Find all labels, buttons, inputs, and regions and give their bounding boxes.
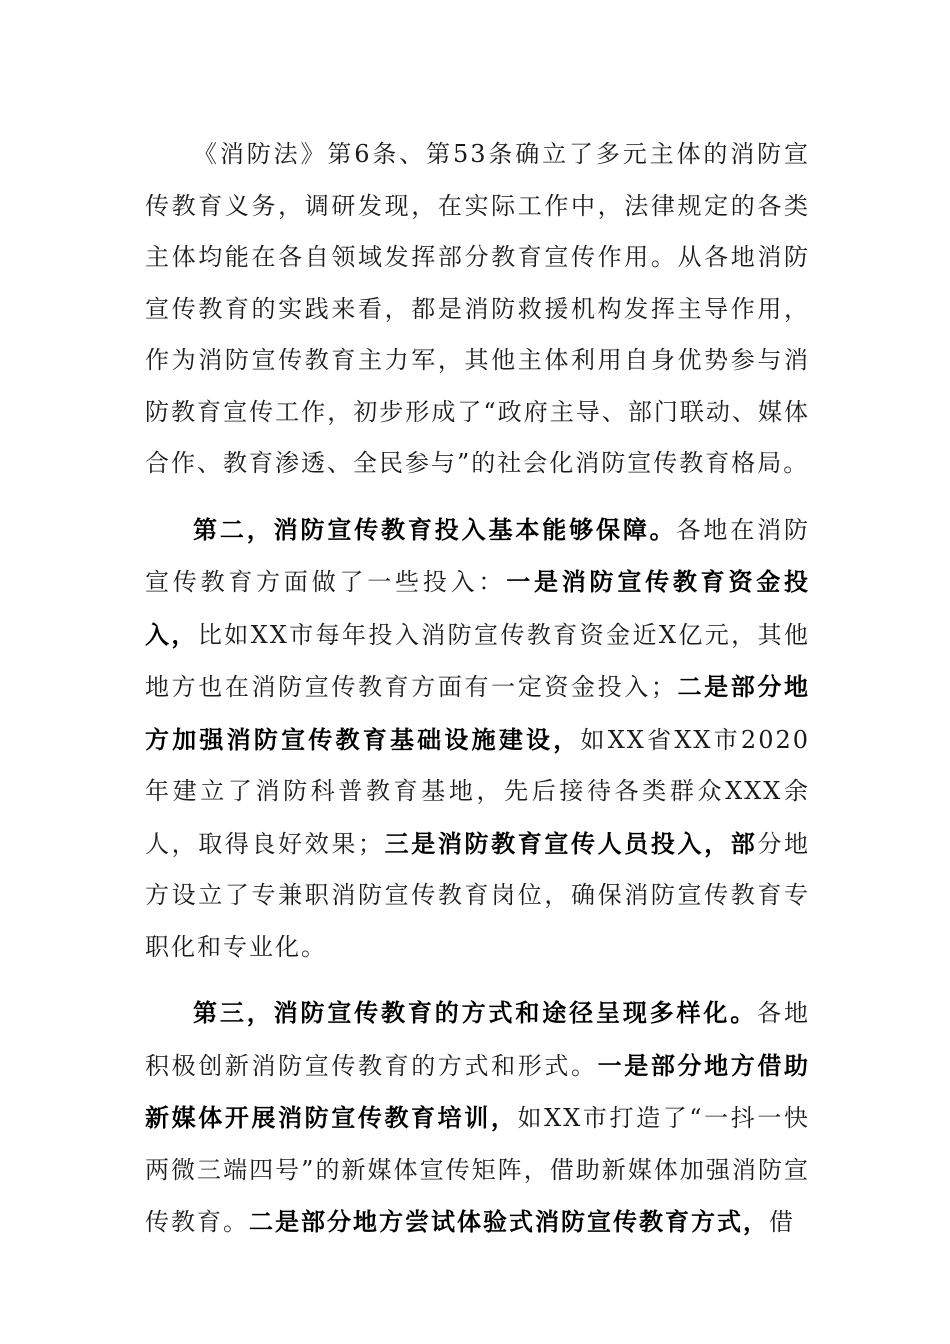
paragraph-text: 如XX省XX市2020年建立了消防科普教育基地，先后接待各类群众XXX余人，取得良好效果； [145,725,811,858]
paragraph-text: 各地积极创新消防宣传教育的方式和形式。 [145,999,811,1080]
document-body [145,129,810,1249]
paragraph-text: 《消防法》第6条、第53条确立了多元主体的消防宣传教育义务，调研发现，在实际工作中，法律规定的各类主体均能在各自领域发挥部分教育宣传作用。从各地消防宣传教育的实践来看，都是消防救援机构发挥主导作用，作为消防宣传教育主力军，其他主体利用自身优势参与消防教育宣传工作，初步形成了“政府主导、部门联动、媒体合作、教育渗透、全民参与”的社会化消防宣传教育格局。 [145,140,810,477]
paragraph-investment [145,504,810,974]
point-two-heading: 二是部分地方尝试体验式消防宣传教育方式， [249,1207,769,1236]
point-one-heading: 一是消防宣传教育资金投入， [145,567,811,649]
point-one-heading: 一是部分地方借助新媒体开展消防宣传教育培训， [145,1050,810,1132]
section-heading-investment: 第二，消防宣传教育投入基本能够保障。 [193,514,677,544]
paragraph-diversification [145,987,810,1249]
paragraph-text: 如XX市打造了“一抖一快两微三端四号”的新媒体宣传矩阵，借助新媒体加强消防宣传教育。 [145,1104,811,1236]
section-heading-diversification: 第三，消防宣传教育的方式和途径呈现多样化。 [193,998,758,1027]
paragraph-text: 分地方设立了专兼职消防宣传教育岗位，确保消防宣传教育专职化和专业化。 [145,829,810,961]
paragraph-legal-basis [145,129,810,490]
paragraph-text: 借 [769,1208,795,1236]
point-two-heading: 二是部分地方加强消防宣传教育基础设施建设， [145,672,810,754]
point-three-heading: 三是消防教育宣传人员投入，部 [384,828,758,858]
paragraph-text: 各地在消防宣传教育方面做了一些投入： [145,515,811,596]
paragraph-text: 比如XX市每年投入消防宣传教育资金近X亿元，其他地方也在消防宣传教育方面有一定资金投入； [145,620,810,701]
